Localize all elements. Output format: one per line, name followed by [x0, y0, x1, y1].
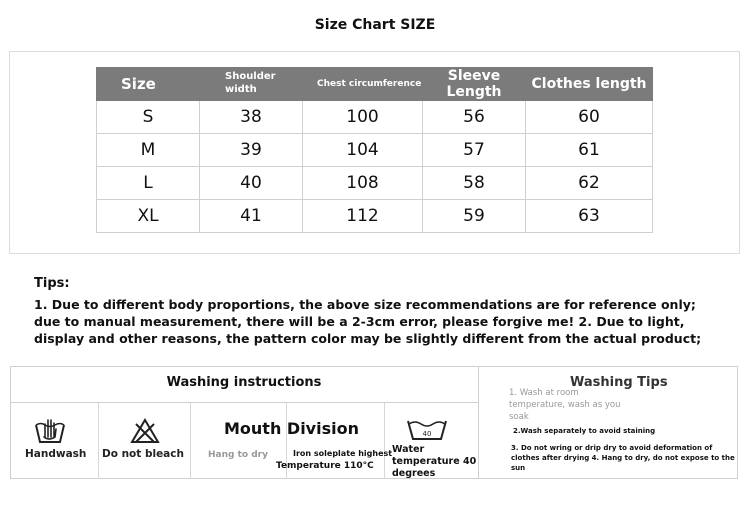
- size-table-header: [97, 68, 653, 101]
- water-temperature-label: Water temperature 40 degrees: [392, 444, 477, 479]
- cell-chest: 112: [303, 200, 423, 233]
- cell-chest: 108: [303, 167, 423, 200]
- handwash-label: Handwash: [25, 448, 87, 460]
- header-sleeve-length: Sleeve Length: [423, 68, 526, 101]
- hang-dry-label: Hang to dry: [208, 450, 268, 460]
- cell-divider: [98, 403, 99, 479]
- wash-40-icon: [406, 417, 448, 441]
- washing-instructions-title: Washing instructions: [166, 375, 322, 390]
- cell-sleeve: 59: [423, 200, 526, 233]
- no-bleach-icon: [130, 418, 160, 444]
- handwash-icon: [33, 415, 67, 445]
- cell-sleeve: 58: [423, 167, 526, 200]
- cell-divider: [384, 403, 385, 479]
- tips-title: Tips:: [34, 276, 70, 291]
- header-shoulder-width: Shoulder width: [200, 68, 303, 101]
- wash-temp-badge: 40: [422, 430, 432, 438]
- washing-header-divider: [10, 402, 478, 403]
- washing-tip-1: 1. Wash at room temperature, wash as you soak: [509, 388, 621, 422]
- iron-label-line1: Iron soleplate highest: [293, 449, 393, 458]
- cell-clothes: 63: [526, 200, 653, 233]
- cell-clothes: 61: [526, 134, 653, 167]
- washing-tip-3: 3. Do not wring or drip dry to avoid deformation of clothes after drying 4. Hang to dry, do not expose to the sun: [511, 444, 735, 472]
- cell-divider: [190, 403, 191, 479]
- cell-size: L: [97, 167, 200, 200]
- cell-shoulder: 39: [200, 134, 303, 167]
- washing-tip-2: 2.Wash separately to avoid staining: [513, 427, 656, 435]
- table-row: [97, 101, 653, 134]
- cell-chest: 104: [303, 134, 423, 167]
- washing-tips-title: Washing Tips: [570, 375, 668, 390]
- header-size: Size: [97, 68, 200, 101]
- cell-clothes: 62: [526, 167, 653, 200]
- tips-text: 1. Due to different body proportions, the above size recommendations are for reference only; due to manual measurement, there will be a 2-3cm error, please forgive me! 2. Due to light, display and other reasons, the pattern color may be slightly different from the actual product;: [34, 297, 702, 346]
- header-clothes-length: Clothes length: [526, 68, 653, 101]
- cell-size: M: [97, 134, 200, 167]
- iron-label-line2: Temperature 110°C: [276, 461, 374, 471]
- cell-size: XL: [97, 200, 200, 233]
- table-row: [97, 167, 653, 200]
- size-table: [96, 67, 653, 233]
- cell-sleeve: 57: [423, 134, 526, 167]
- table-row: [97, 200, 653, 233]
- cell-shoulder: 38: [200, 101, 303, 134]
- table-row: [97, 134, 653, 167]
- cell-size: S: [97, 101, 200, 134]
- cell-clothes: 60: [526, 101, 653, 134]
- washing-divider: [478, 366, 479, 479]
- cell-shoulder: 40: [200, 167, 303, 200]
- cell-chest: 100: [303, 101, 423, 134]
- header-chest-circumference: Chest circumference: [303, 68, 423, 101]
- no-bleach-label: Do not bleach: [102, 448, 184, 460]
- cell-sleeve: 56: [423, 101, 526, 134]
- page-title: Size Chart SIZE: [314, 17, 436, 33]
- cell-shoulder: 41: [200, 200, 303, 233]
- mouth-division-label: Mouth Division: [224, 419, 359, 438]
